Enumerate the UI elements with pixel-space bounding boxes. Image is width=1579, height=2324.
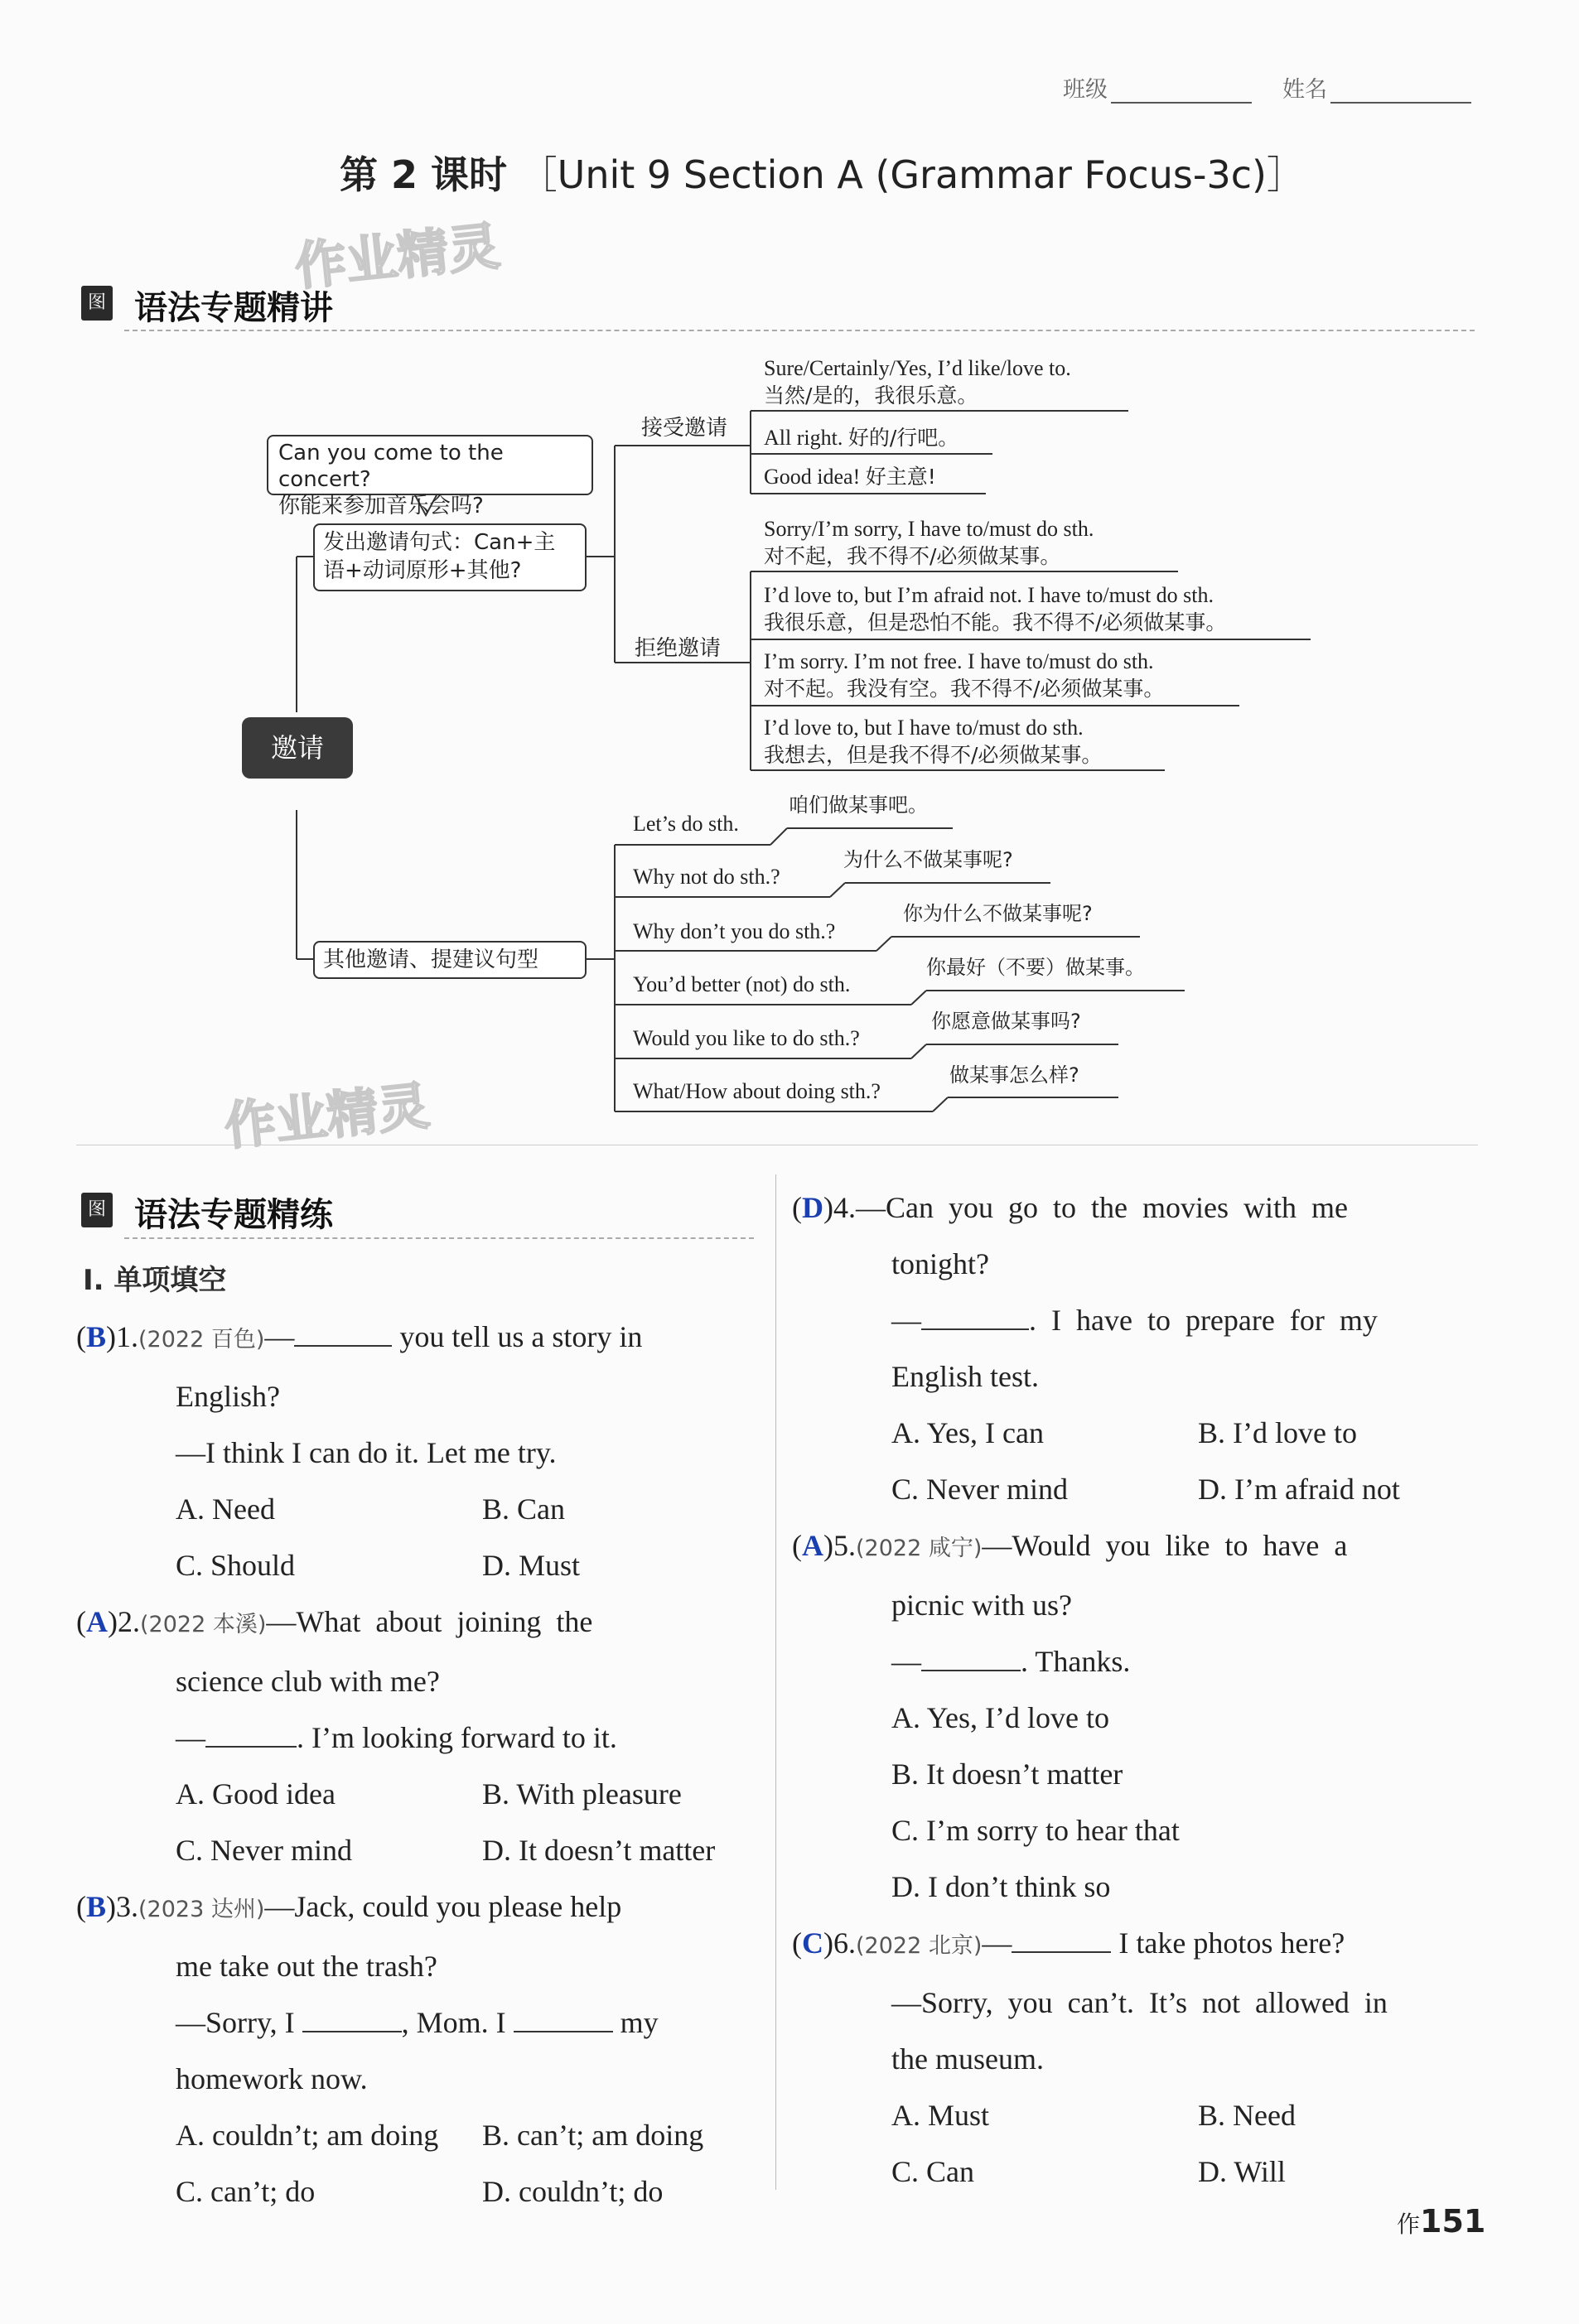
option[interactable]: D. I don’t think so — [891, 1870, 1111, 1903]
reply-line: English test. — [891, 1360, 1039, 1393]
stem: I take photos here? — [1111, 1926, 1345, 1960]
stem: —Can you go to the movies with me — [856, 1191, 1348, 1224]
reply-line — [792, 1292, 1488, 1348]
stem: — — [982, 1926, 1012, 1960]
answer: B — [86, 1320, 107, 1353]
question-number: 6. — [833, 1926, 856, 1960]
source: (2022 百色) — [138, 1327, 265, 1352]
stem-line: picnic with us? — [891, 1589, 1072, 1622]
accept-item-en: Good idea! — [764, 465, 861, 489]
accept-item-3 — [764, 463, 936, 490]
refuse-label: 拒绝邀请 — [635, 636, 722, 661]
stem-line: science club with me? — [176, 1665, 440, 1698]
invite-pattern-node: 发出邀请句式：Can+主语+动词原形+其他? — [313, 523, 587, 591]
options — [76, 2107, 764, 2163]
option[interactable]: C. Can — [891, 2155, 975, 2188]
question-4: (D)4.—Can you go to the movies with me — [792, 1191, 1348, 1224]
question-1: (B)1.(2022 百色)— you tell us a story in — [76, 1320, 643, 1353]
reply: . I’m looking forward to it. — [297, 1721, 617, 1754]
question-number: 4. — [833, 1191, 856, 1224]
accept-item-cn: 好的/行吧。 — [847, 426, 959, 450]
refuse-item-cn: 我很乐意，但是恐怕不能。我不得不/必须做某事。 — [764, 610, 1227, 634]
option[interactable]: C. Never mind — [176, 1834, 352, 1867]
question-6: (C)6.(2022 北京)— I take photos here? — [792, 1926, 1345, 1960]
other-item-en: Why not do sth.? — [633, 865, 780, 889]
stem: —Jack, could you please help — [264, 1890, 622, 1923]
options — [792, 2087, 1488, 2143]
source: (2022 本溪) — [140, 1612, 267, 1637]
answer: C — [802, 1926, 823, 1960]
options — [76, 1766, 764, 1822]
answer: B — [86, 1890, 107, 1923]
question-number: 1. — [116, 1320, 139, 1353]
lesson-unit: ［Unit 9 Section A (Grammar Focus-3c)］ — [519, 152, 1305, 197]
reply: , Mom. I — [401, 2006, 506, 2039]
answer-blank[interactable] — [921, 1647, 1021, 1671]
answer: D — [802, 1191, 823, 1224]
refuse-item-cn: 对不起。我没有空。我不得不/必须做某事。 — [764, 677, 1165, 701]
options — [792, 2143, 1488, 2200]
option[interactable]: C. Should — [176, 1549, 296, 1582]
page-prefix: 作 — [1397, 2211, 1421, 2238]
refuse-item-cn: 对不起，我不得不/必须做某事。 — [764, 544, 1061, 568]
reply-line: the museum. — [891, 2042, 1044, 2076]
accept-item-en: Sure/Certainly/Yes, I’d like/love to. — [764, 356, 1071, 380]
divider — [124, 1237, 754, 1239]
option[interactable]: A. Yes, I can — [891, 1416, 1044, 1449]
refuse-item-1 — [764, 515, 1094, 570]
reply: — — [891, 1645, 921, 1678]
option[interactable]: D. Must — [482, 1549, 581, 1582]
answer: A — [86, 1605, 108, 1638]
refuse-item-4 — [764, 714, 1102, 769]
reply-line: —I think I can do it. Let me try. — [176, 1436, 557, 1469]
watermark-logo: 作业精灵 — [292, 215, 503, 297]
accept-item-cn: 好主意! — [865, 465, 936, 489]
right-column — [792, 1179, 1488, 2200]
option[interactable]: C. Never mind — [891, 1473, 1068, 1506]
other-item-en: Why don’t you do sth.? — [633, 919, 836, 943]
question-number: 3. — [116, 1890, 139, 1923]
other-item-cn: 做某事怎么样? — [949, 1063, 1079, 1087]
option[interactable]: B. It doesn’t matter — [891, 1757, 1123, 1791]
option[interactable]: D. It doesn’t matter — [482, 1834, 716, 1867]
stem-line: tonight? — [891, 1247, 989, 1280]
page-number-value: 151 — [1420, 2203, 1486, 2240]
answer-blank[interactable] — [921, 1305, 1029, 1330]
refuse-item-en: Sorry/I’m sorry, I have to/must do sth. — [764, 517, 1094, 541]
option[interactable]: A. Must — [891, 2099, 990, 2132]
reply: — — [891, 1304, 921, 1337]
question-5: (A)5.(2022 咸宁)—Would you like to have a — [792, 1529, 1348, 1562]
answer-blank[interactable] — [514, 2008, 613, 2032]
option[interactable]: B. With pleasure — [482, 1777, 682, 1811]
refuse-item-en: I’d love to, but I have to/must do sth. — [764, 716, 1084, 740]
other-pattern-node: 其他邀请、提建议句型 — [313, 941, 587, 979]
refuse-item-cn: 我想去，但是我不得不/必须做某事。 — [764, 743, 1103, 767]
reply-line — [76, 1994, 764, 2051]
reply: — — [176, 1721, 205, 1754]
option[interactable]: B. Can — [482, 1492, 566, 1526]
reply: my — [620, 2006, 659, 2039]
question-number: 2. — [118, 1605, 140, 1638]
source: (2022 北京) — [856, 1933, 983, 1959]
accept-item-en: All right. — [764, 426, 843, 450]
example-bubble: Can you come to the concert? 你能来参加音乐会吗? — [267, 435, 593, 495]
option[interactable]: B. can’t; am doing — [482, 2119, 704, 2152]
other-item-en: Let’s do sth. — [633, 812, 739, 836]
class-label: 班级 — [1063, 77, 1108, 103]
other-item-cn: 你愿意做某事吗? — [931, 1010, 1081, 1033]
refuse-item-3 — [764, 648, 1164, 702]
option[interactable]: D. Will — [1198, 2155, 1286, 2188]
options — [76, 1537, 764, 1594]
other-item-cn: 你最好（不要）做某事。 — [926, 956, 1145, 979]
answer-blank[interactable] — [205, 1723, 297, 1748]
refuse-item-2 — [764, 581, 1226, 636]
stem: —Would you like to have a — [982, 1529, 1348, 1562]
options — [76, 2163, 764, 2220]
option[interactable]: C. can’t; do — [176, 2175, 316, 2208]
stem: you tell us a story in — [392, 1320, 643, 1353]
question-number: 5. — [833, 1529, 856, 1562]
accept-item-1 — [764, 354, 1071, 409]
option[interactable]: A. Yes, I’d love to — [891, 1701, 1110, 1734]
options — [792, 1405, 1488, 1461]
options — [792, 1461, 1488, 1517]
stem-line: English? — [176, 1380, 280, 1413]
other-item-en: You’d better (not) do sth. — [633, 972, 851, 996]
name-label: 姓名 — [1282, 77, 1327, 103]
options — [76, 1481, 764, 1537]
option[interactable]: D. couldn’t; do — [482, 2175, 664, 2208]
left-column — [76, 1309, 764, 2220]
column-divider — [775, 1174, 776, 2190]
section-title-lecture: 语法专题精讲 — [134, 289, 333, 327]
accept-item-cn: 当然/是的，我很乐意。 — [764, 383, 978, 407]
other-item-cn: 为什么不做某事呢? — [843, 848, 1013, 871]
stem: —What about joining the — [266, 1605, 593, 1638]
mindmap-root: 邀请 — [242, 717, 353, 779]
answer: A — [802, 1529, 823, 1562]
lesson-number: 第 2 课时 — [340, 152, 508, 197]
watermark-logo: 作业精灵 — [221, 1075, 432, 1157]
section-title-practice: 语法专题精练 — [134, 1196, 333, 1234]
other-item-en: Would you like to do sth.? — [633, 1026, 860, 1050]
option[interactable]: B. Need — [1198, 2099, 1296, 2132]
reply-line — [792, 1633, 1488, 1690]
section-icon: 图 — [81, 286, 113, 321]
other-item-cn: 你为什么不做某事呢? — [903, 902, 1093, 925]
option[interactable]: B. I’d love to — [1198, 1416, 1357, 1449]
option[interactable]: A. Good idea — [176, 1777, 336, 1811]
section-icon: 图 — [81, 1193, 113, 1227]
question-2: (A)2.(2022 本溪)—What about joining the — [76, 1605, 593, 1638]
option[interactable]: C. I’m sorry to hear that — [891, 1814, 1180, 1847]
refuse-item-en: I’m sorry. I’m not free. I have to/must do sth. — [764, 649, 1154, 673]
options — [76, 1822, 764, 1878]
answer-blank[interactable] — [302, 2008, 402, 2032]
option[interactable]: D. I’m afraid not — [1198, 1473, 1400, 1506]
question-3: (B)3.(2023 达州)—Jack, could you please help — [76, 1890, 622, 1923]
other-item-en: What/How about doing sth.? — [633, 1079, 881, 1103]
other-item-cn: 咱们做某事吧。 — [789, 793, 928, 817]
option[interactable]: A. Need — [176, 1492, 275, 1526]
option[interactable]: A. couldn’t; am doing — [176, 2119, 439, 2152]
reply-line — [76, 1709, 764, 1766]
answer-blank[interactable] — [294, 1322, 392, 1347]
answer-blank[interactable] — [1012, 1928, 1111, 1953]
reply: —Sorry, I — [176, 2006, 295, 2039]
accept-item-2 — [764, 424, 959, 451]
part-heading: Ⅰ. 单项填空 — [83, 1264, 227, 1297]
reply: . I have to prepare for my — [1029, 1304, 1378, 1337]
refuse-item-en: I’d love to, but I’m afraid not. I have to/must do sth. — [764, 583, 1214, 607]
reply-line: —Sorry, you can’t. It’s not allowed in — [891, 1986, 1388, 2019]
source: (2023 达州) — [138, 1897, 265, 1922]
reply-line: homework now. — [176, 2062, 368, 2095]
reply: . Thanks. — [1021, 1645, 1131, 1678]
stem-line: me take out the trash? — [176, 1950, 437, 1983]
source: (2022 咸宁) — [856, 1536, 983, 1561]
stem: — — [264, 1320, 295, 1353]
accept-label: 接受邀请 — [641, 416, 728, 441]
page-number — [1397, 2203, 1485, 2240]
